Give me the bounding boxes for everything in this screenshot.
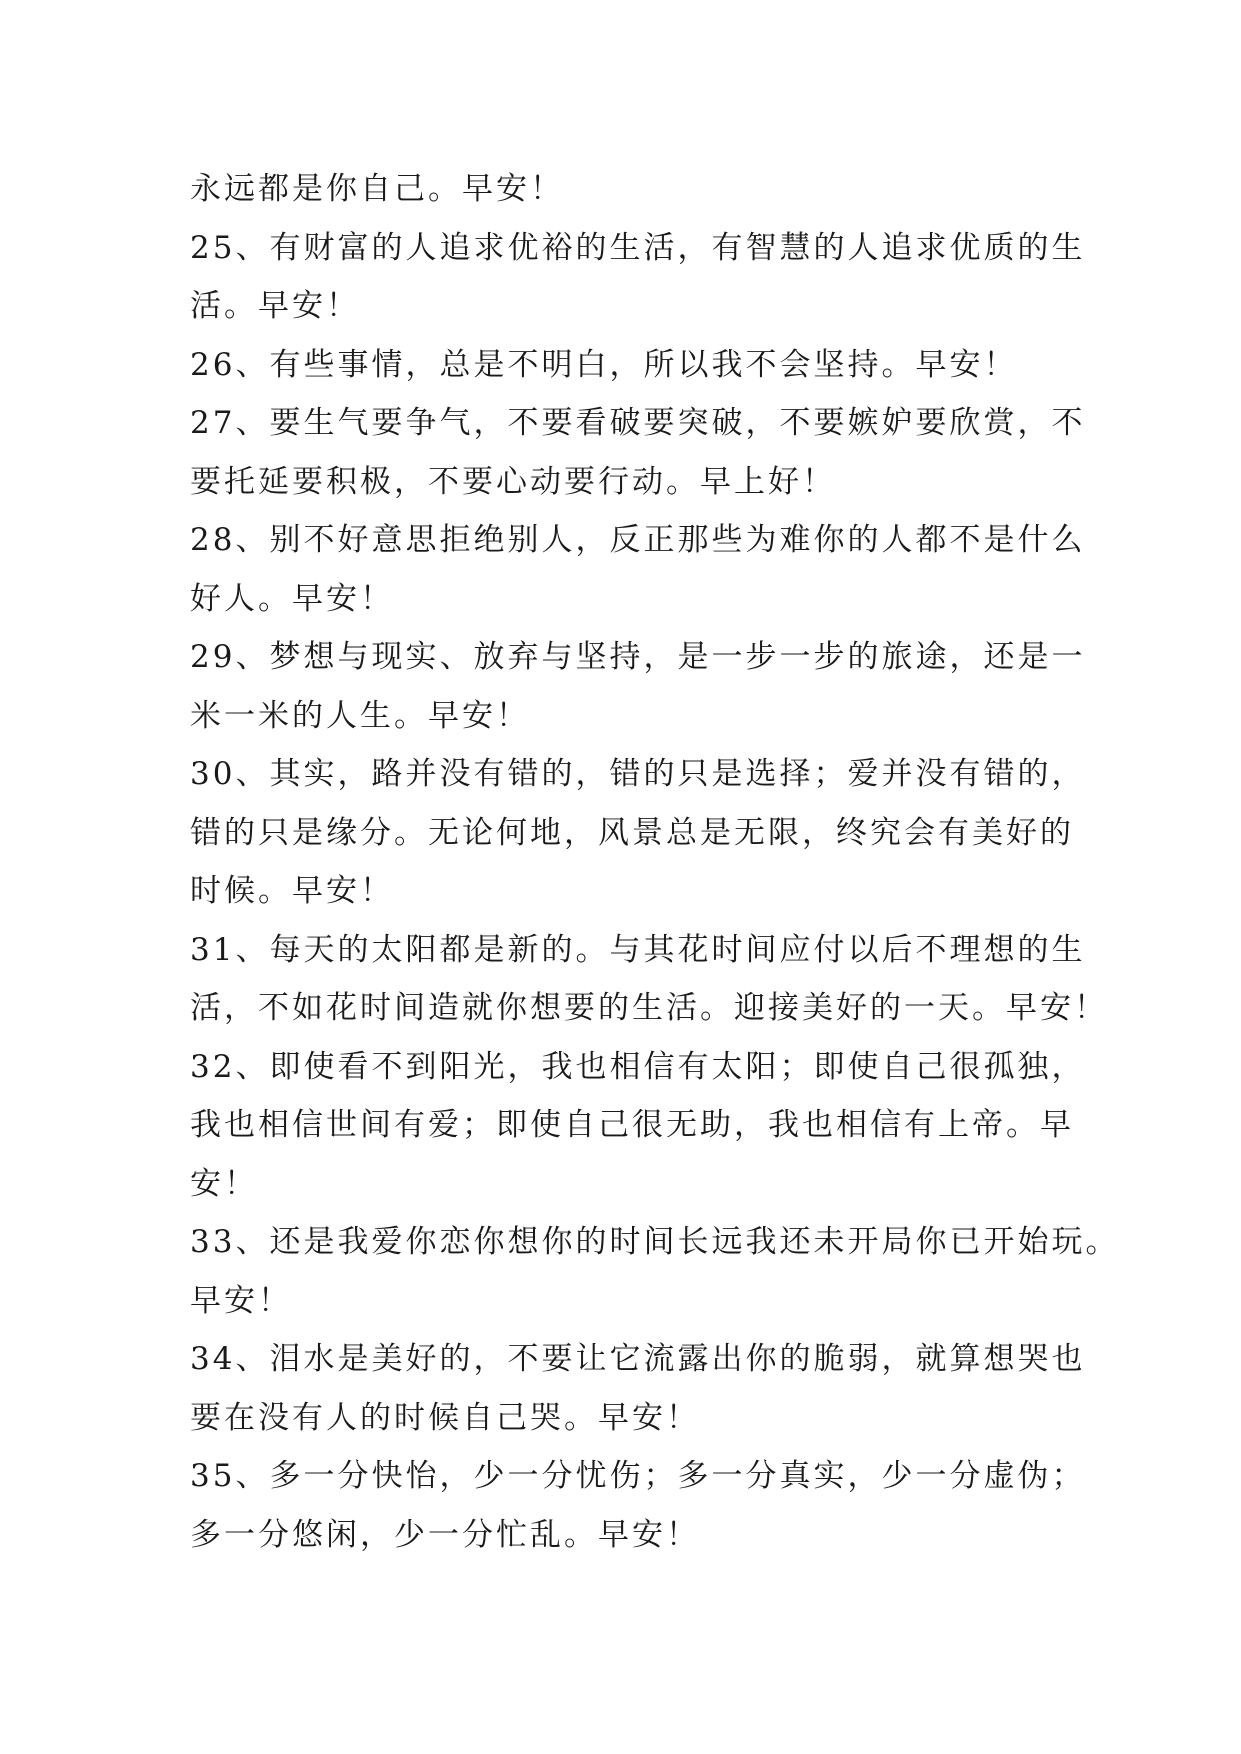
text-line: 29、梦想与现实、放弃与坚持，是一步一步的旅途，还是一 xyxy=(190,639,1086,675)
text-line: 25、有财富的人追求优裕的生活，有智慧的人追求优质的生 xyxy=(190,229,1086,266)
text-line: 30、其实，路并没有错的，错的只是选择；爱并没有错的， xyxy=(190,756,1086,792)
text-line: 34、泪水是美好的，不要让它流露出你的脆弱，就算想哭也 xyxy=(190,1341,1086,1377)
text-line: 错的只是缘分。无论何地，风景总是无限，终究会有美好的 xyxy=(190,814,1074,851)
text-line: 要在没有人的时候自己哭。早安！ xyxy=(190,1399,700,1436)
text-line: 32、即使看不到阳光，我也相信有太阳；即使自己很孤独， xyxy=(190,1048,1086,1085)
text-line: 早安！ xyxy=(190,1282,292,1319)
text-line: 活。早安！ xyxy=(190,288,360,324)
text-line: 好人。早安！ xyxy=(190,580,394,617)
text-line: 活，不如花时间造就你想要的生活。迎接美好的一天。早安！ xyxy=(190,990,1108,1026)
text-line: 米一米的人生。早安！ xyxy=(190,697,530,734)
text-line: 26、有些事情，总是不明白，所以我不会坚持。早安！ xyxy=(190,346,1018,383)
text-line: 27、要生气要争气，不要看破要突破，不要嫉妒要欣赏，不 xyxy=(190,405,1086,441)
text-line: 28、别不好意思拒绝别人，反正那些为难你的人都不是什么 xyxy=(190,522,1086,558)
text-line: 安！ xyxy=(190,1165,258,1202)
text-line: 35、多一分快怡，少一分忧伤；多一分真实，少一分虚伪； xyxy=(190,1458,1086,1494)
text-line: 时候。早安！ xyxy=(190,873,394,909)
text-line: 多一分悠闲，少一分忙乱。早安！ xyxy=(190,1516,700,1553)
text-line: 33、还是我爱你恋你想你的时间长远我还未开局你已开始玩。 xyxy=(190,1224,1120,1260)
text-line: 永远都是你自己。早安！ xyxy=(190,171,564,207)
document-body xyxy=(190,160,1120,1564)
text-line: 要托延要积极，不要心动要行动。早上好！ xyxy=(190,463,836,500)
text-line: 我也相信世间有爱；即使自己很无助，我也相信有上帝。早 xyxy=(190,1107,1074,1143)
text-line: 31、每天的太阳都是新的。与其花时间应付以后不理想的生 xyxy=(190,931,1086,968)
